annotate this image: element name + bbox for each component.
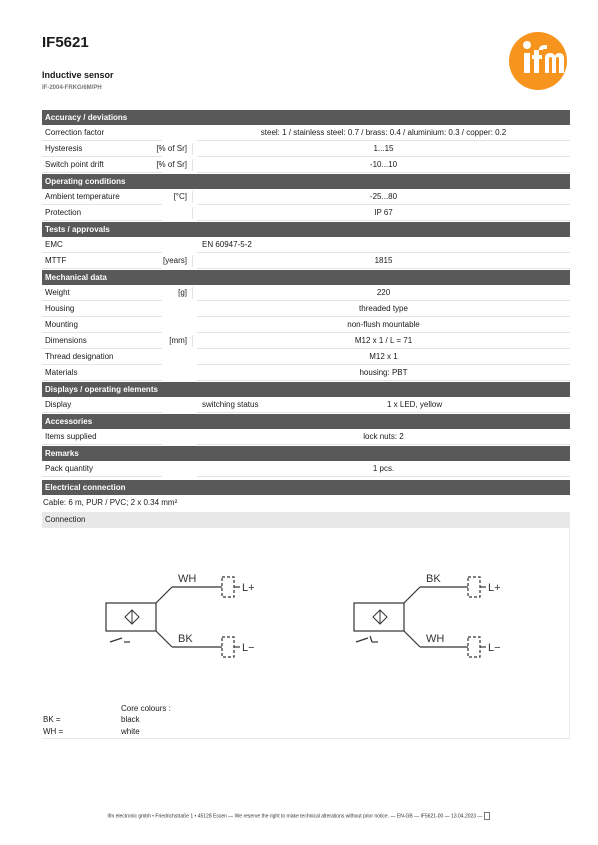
row-display bbox=[42, 397, 570, 413]
row-unit: [mm] bbox=[169, 336, 187, 345]
row-value-a: switching status bbox=[202, 400, 259, 409]
left-wire-bottom-label: BK bbox=[178, 633, 193, 645]
row-correction-factor bbox=[42, 125, 570, 141]
row-label: Display bbox=[45, 400, 72, 409]
connection-header: Connection bbox=[42, 512, 570, 528]
footer-text: ifm electronic gmbh • Friedrichstraße 1 • 45128 Essen — We reserve the right to make technical alterations without prior notice. — EN-GB — IF5621-00 — 13.04.2023 — bbox=[107, 813, 483, 820]
row-mttf bbox=[42, 253, 570, 269]
row-unit: [g] bbox=[178, 288, 187, 297]
row-value: 1815 bbox=[374, 256, 393, 265]
section-accuracy: Accuracy / deviations bbox=[42, 110, 570, 125]
row-protection bbox=[42, 205, 570, 221]
connection-diagram-area bbox=[42, 528, 570, 739]
wiring-diagram-left bbox=[106, 577, 240, 657]
row-label: Materials bbox=[45, 368, 78, 377]
row-label: Housing bbox=[45, 304, 75, 313]
row-value: threaded type bbox=[359, 304, 408, 313]
core-name-wh: white bbox=[121, 727, 140, 736]
datasheet-table bbox=[42, 109, 570, 739]
row-thread-designation bbox=[42, 349, 570, 365]
row-label: Correction factor bbox=[45, 128, 105, 137]
row-label: Protection bbox=[45, 208, 82, 217]
row-value: 1...15 bbox=[373, 144, 394, 153]
row-label: Pack quantity bbox=[45, 464, 94, 473]
core-colours-heading: Core colours : bbox=[121, 704, 171, 713]
row-label: Mounting bbox=[45, 320, 78, 329]
row-value-b: 1 x LED, yellow bbox=[387, 400, 443, 409]
section-accessories: Accessories bbox=[42, 414, 570, 429]
row-dimensions bbox=[42, 333, 570, 349]
section-displays: Displays / operating elements bbox=[42, 382, 570, 397]
left-wire-top-label: WH bbox=[178, 573, 197, 585]
product-title: IF5621 bbox=[42, 34, 89, 51]
left-terminal-bottom: L− bbox=[242, 642, 255, 654]
section-remarks: Remarks bbox=[42, 446, 570, 461]
row-value: M12 x 1 / L = 71 bbox=[354, 336, 413, 345]
row-value: lock nuts: 2 bbox=[363, 432, 404, 441]
row-label: Hysteresis bbox=[45, 144, 83, 153]
page-icon bbox=[484, 812, 490, 820]
row-value: 220 bbox=[376, 288, 391, 297]
row-weight bbox=[42, 285, 570, 301]
section-operating-conditions: Operating conditions bbox=[42, 174, 570, 189]
row-materials bbox=[42, 365, 570, 381]
row-emc bbox=[42, 237, 570, 253]
product-subtitle: Inductive sensor bbox=[42, 70, 114, 80]
order-code: IF-2004-FRKG/6M/PH bbox=[42, 85, 102, 91]
row-value: -25...80 bbox=[369, 192, 398, 201]
right-wire-bottom-label: WH bbox=[426, 633, 445, 645]
wiring-diagram-right bbox=[354, 577, 486, 657]
row-label: Ambient temperature bbox=[45, 192, 120, 201]
core-code-bk: BK = bbox=[43, 715, 61, 724]
row-unit: [% of Sr] bbox=[156, 144, 187, 153]
row-value: IP 67 bbox=[374, 208, 393, 217]
row-value: -10...10 bbox=[369, 160, 398, 169]
row-items-supplied bbox=[42, 429, 570, 445]
row-pack-quantity bbox=[42, 461, 570, 477]
row-value: non-flush mountable bbox=[347, 320, 420, 329]
left-terminal-top: L+ bbox=[242, 582, 255, 594]
row-ambient-temperature bbox=[42, 189, 570, 205]
row-hysteresis bbox=[42, 141, 570, 157]
row-value: M12 x 1 bbox=[369, 352, 398, 361]
section-tests-approvals: Tests / approvals bbox=[42, 222, 570, 237]
right-terminal-top: L+ bbox=[488, 582, 501, 594]
row-label: Switch point drift bbox=[45, 160, 104, 169]
cable-spec: Cable: 6 m, PUR / PVC; 2 x 0.34 mm² bbox=[43, 498, 178, 507]
section-mechanical-data: Mechanical data bbox=[42, 270, 570, 285]
row-value: housing: PBT bbox=[359, 368, 408, 377]
row-label: MTTF bbox=[45, 256, 67, 265]
section-electrical-connection: Electrical connection bbox=[42, 480, 570, 495]
right-terminal-bottom: L− bbox=[488, 642, 501, 654]
right-wire-top-label: BK bbox=[426, 573, 441, 585]
row-value: 1 pcs. bbox=[372, 464, 395, 473]
row-unit: [years] bbox=[162, 256, 187, 265]
row-value: steel: 1 / stainless steel: 0.7 / brass: 0.4 / aluminium: 0.3 / copper: 0.2 bbox=[260, 128, 507, 137]
row-label: EMC bbox=[45, 240, 63, 249]
row-value: EN 60947-5-2 bbox=[202, 240, 252, 249]
row-label: Items supplied bbox=[45, 432, 97, 441]
page-footer bbox=[0, 812, 598, 820]
row-unit: [% of Sr] bbox=[156, 160, 187, 169]
row-label: Thread designation bbox=[45, 352, 114, 361]
core-code-wh: WH = bbox=[43, 727, 64, 736]
ifm-logo bbox=[509, 32, 567, 90]
row-housing bbox=[42, 301, 570, 317]
row-label: Weight bbox=[45, 288, 70, 297]
row-label: Dimensions bbox=[45, 336, 87, 345]
row-mounting bbox=[42, 317, 570, 333]
row-switch-point-drift bbox=[42, 157, 570, 173]
core-name-bk: black bbox=[121, 715, 140, 724]
row-unit: [°C] bbox=[173, 192, 187, 201]
